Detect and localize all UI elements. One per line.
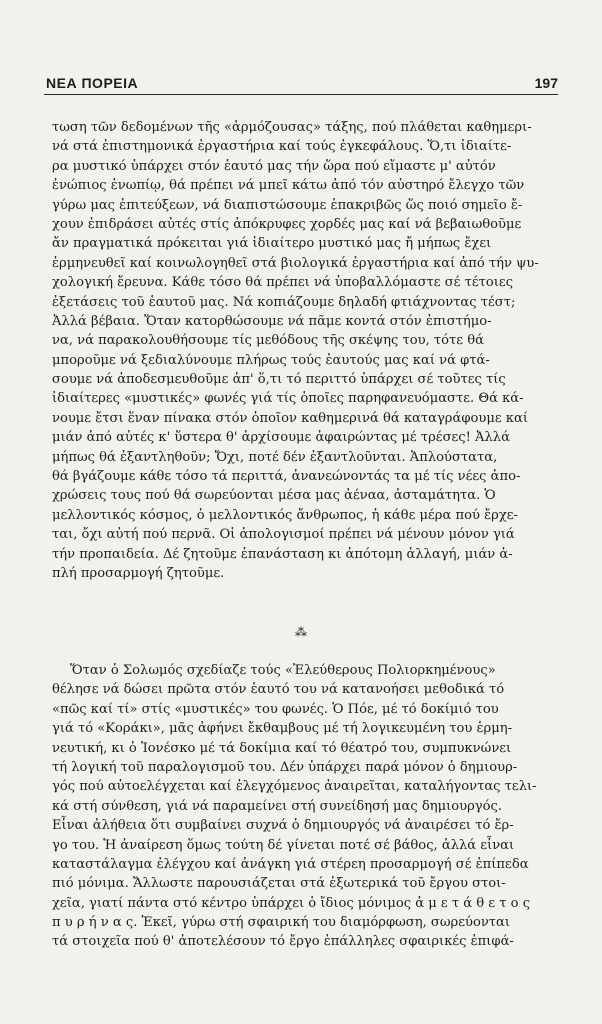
- text-line: χολογική ἔρευνα. Κάθε τόσο θά πρέπει νά ὑποβαλλόμαστε σέ τέτοιες: [52, 275, 514, 291]
- text-line: γο του. Ἡ ἀναίρεση ὅμως τούτη δέ γίνεται ποτέ σέ βάθος, ἀλλά εἶναι: [52, 837, 515, 853]
- text-line: να, νά παρακολουθήσουμε τίς μεθόδους τῆς σκέψης του, τότε θά: [52, 333, 484, 349]
- text-line: ἄν πραγματικά πρόκειται γιά ἰδιαίτερο μυστικό μας ἤ μήπως ἔχει: [52, 236, 492, 252]
- text-line: μιάν ἀπό αὐτές κ' ὕστερα θ' ἀρχίσουμε ἀφαιρώντας μέ τρέσες! Ἀλλά: [52, 430, 510, 446]
- text-line: πλή προσαρμογή ζητοῦμε.: [52, 565, 225, 581]
- section-divider-asterism: ⁂: [295, 625, 307, 639]
- text-line: γιά τό «Κοράκι», μᾶς ἀφήνει ἔκθαμβους μέ τή λογικευμένη του ἑρμη-: [52, 721, 513, 737]
- text-line: Ἀλλά βέβαια. Ὅταν κατορθώσουμε νά πᾶμε κοντά στόν ἐπιστήμο-: [52, 313, 492, 329]
- text-line: ἐνώπιος ἐνωπίῳ, θά πρέπει νά μπεῖ κάτω ἀπό τόν αὐστηρό ἔλεγχο τῶν: [52, 178, 525, 194]
- text-line: νά στά ἐπιστημονικά ἐργαστήρια καί τούς ἐγκεφάλους. Ὅ,τι ἰδιαίτε-: [52, 139, 512, 155]
- text-line: τή λογική τοῦ παραλογισμοῦ του. Δέν ὑπάρχει παρά μόνον ὁ δημιουρ-: [52, 759, 518, 775]
- text-line: μποροῦμε νά ξεδιαλύνουμε πλήρως τούς ἑαυτούς μας καί νά φτά-: [52, 352, 490, 368]
- running-head: [44, 72, 558, 95]
- text-line: νευτική, κι ὁ Ἰονέσκο μέ τά δοκίμια καί τό θέατρό του, συμπυκνώνει: [52, 740, 512, 756]
- text-line: χεῖα, γιατί πάντα στό κέντρο ὑπάρχει ὁ ἴδιος μόνιμος ἀ μ ε τ ά θ ε τ ο ς: [52, 895, 531, 911]
- text-line: πιό μόνιμα. Ἄλλωστε παρουσιάζεται στά ἐξωτερικά τοῦ ἔργου στοι-: [52, 876, 506, 892]
- text-line: ται, ὄχι αὐτή πού περνᾶ. Οἱ ἀπολογισμοί πρέπει νά μένουν μόνον γιά: [52, 527, 515, 543]
- text-line: ἐξετάσεις τοῦ ἑαυτοῦ μας. Νά κοπιάζουμε δηλαδή φτιάχνοντας τέστ;: [52, 294, 516, 310]
- text-line: ἰδιαίτερες «μυστικές» φωνές γιά τίς ὁποῖες παρηφανευόμαστε. Θά κά-: [52, 391, 524, 407]
- text-line: τά στοιχεῖα πού θ' ἀποτελέσουν τό ἔργο ἐπάλληλες σφαιρικές ἐπιφά-: [52, 934, 514, 950]
- text-line: γός πού αὐτοελέγχεται καί ἐλεγχόμενος ἀναιρεῖται, καταλήγοντας τελι-: [52, 779, 537, 795]
- text-line: κά στή σύνθεση, γιά νά παραμείνει στή συνείδησή μας δημιουργός.: [52, 798, 502, 814]
- text-line: καταστάλαγμα ἐλέγχου καί ἀνάγκη γιά στέρεη προσαρμογή σέ ἐπίπεδα: [52, 856, 529, 872]
- text-line: μελλοντικός κόσμος, ὁ μελλοντικός ἄνθρωπος, ἡ κάθε μέρα πού ἔρχε-: [52, 507, 518, 523]
- text-line: «πῶς καί τί» στίς «μυστικές» του φωνές. Ὁ Πόε, μέ τό δοκίμιό του: [52, 701, 499, 717]
- text-line: Ὅταν ὁ Σολωμός σχεδίαζε τούς «Ἐλεύθερους Πολιορκημένους»: [70, 663, 496, 678]
- text-line: τήν προπαιδεία. Δέ ζητοῦμε ἐπανάσταση κι ἀπότομη ἀλλαγή, μιάν ἁ-: [52, 546, 513, 562]
- text-line: ἑρμηνευθεῖ καί κοινωλογηθεῖ στά βιολογικά ἐργαστήρια καί ἀπό τήν ψυ-: [52, 255, 539, 271]
- text-line: σουμε νά ἀποδεσμευθοῦμε ἀπ' ὅ,τι τό περιττό ὑπάρχει σέ τοῦτες τίς: [52, 372, 506, 388]
- text-line: μήπως θά ἐξαντληθοῦν; Ὄχι, ποτέ δέν ἐξαντλοῦνται. Ἁπλούστατα,: [52, 449, 498, 465]
- text-line: Εἶναι ἀλήθεια ὅτι συμβαίνει συχνά ὁ δημιουργός νά ἀναιρέσει τό ἔρ-: [52, 818, 514, 834]
- text-line: τωση τῶν δεδομένων τῆς «ἁρμόζουσας» τάξης, πού πλάθεται καθημερι-: [52, 120, 532, 135]
- text-line: γύρω μας ἐπιτεύξεων, νά διαπιστώσουμε ἐπακριβῶς ὥς ποιό σημεῖο ἔ-: [52, 197, 523, 213]
- text-line: νουμε ἔτσι ἕναν πίνακα στόν ὁποῖον καθημερινά θά καταγράφουμε καί: [52, 410, 528, 426]
- paragraph-block-1: [52, 118, 552, 583]
- text-line: ρα μυστικό ὑπάρχει στόν ἑαυτό μας τήν ὥρα πού εἴμαστε μ' αὐτόν: [52, 158, 496, 174]
- journal-name: ΝΕΑ ΠΟΡΕΙΑ: [46, 75, 139, 91]
- text-line: χρώσεις τους πού θά σωρεύονται μέσα μας ἀέναα, ἀσταμάτητα. Ὁ: [52, 488, 496, 504]
- page-number: 197: [534, 75, 558, 91]
- text-line: θέλησε νά δώσει πρῶτα στόν ἑαυτό του νά κατανοήσει μεθοδικά τό: [52, 682, 505, 698]
- text-line: θά βγάζουμε κάθε τόσο τά περιττά, ἀνανεώνοντάς τα μέ τίς νέες ἀπο-: [52, 469, 521, 485]
- text-line: π υ ρ ή ν α ς. Ἐκεῖ, γύρω στή σφαιρική του διαμόρφωση, σωρεύονται: [52, 915, 511, 931]
- paragraph-block-2: [52, 661, 552, 952]
- text-line: χουν ἐπιδράσει αὐτές στίς ἀπόκρυφες χορδές μας καί νά βεβαιωθοῦμε: [52, 216, 522, 232]
